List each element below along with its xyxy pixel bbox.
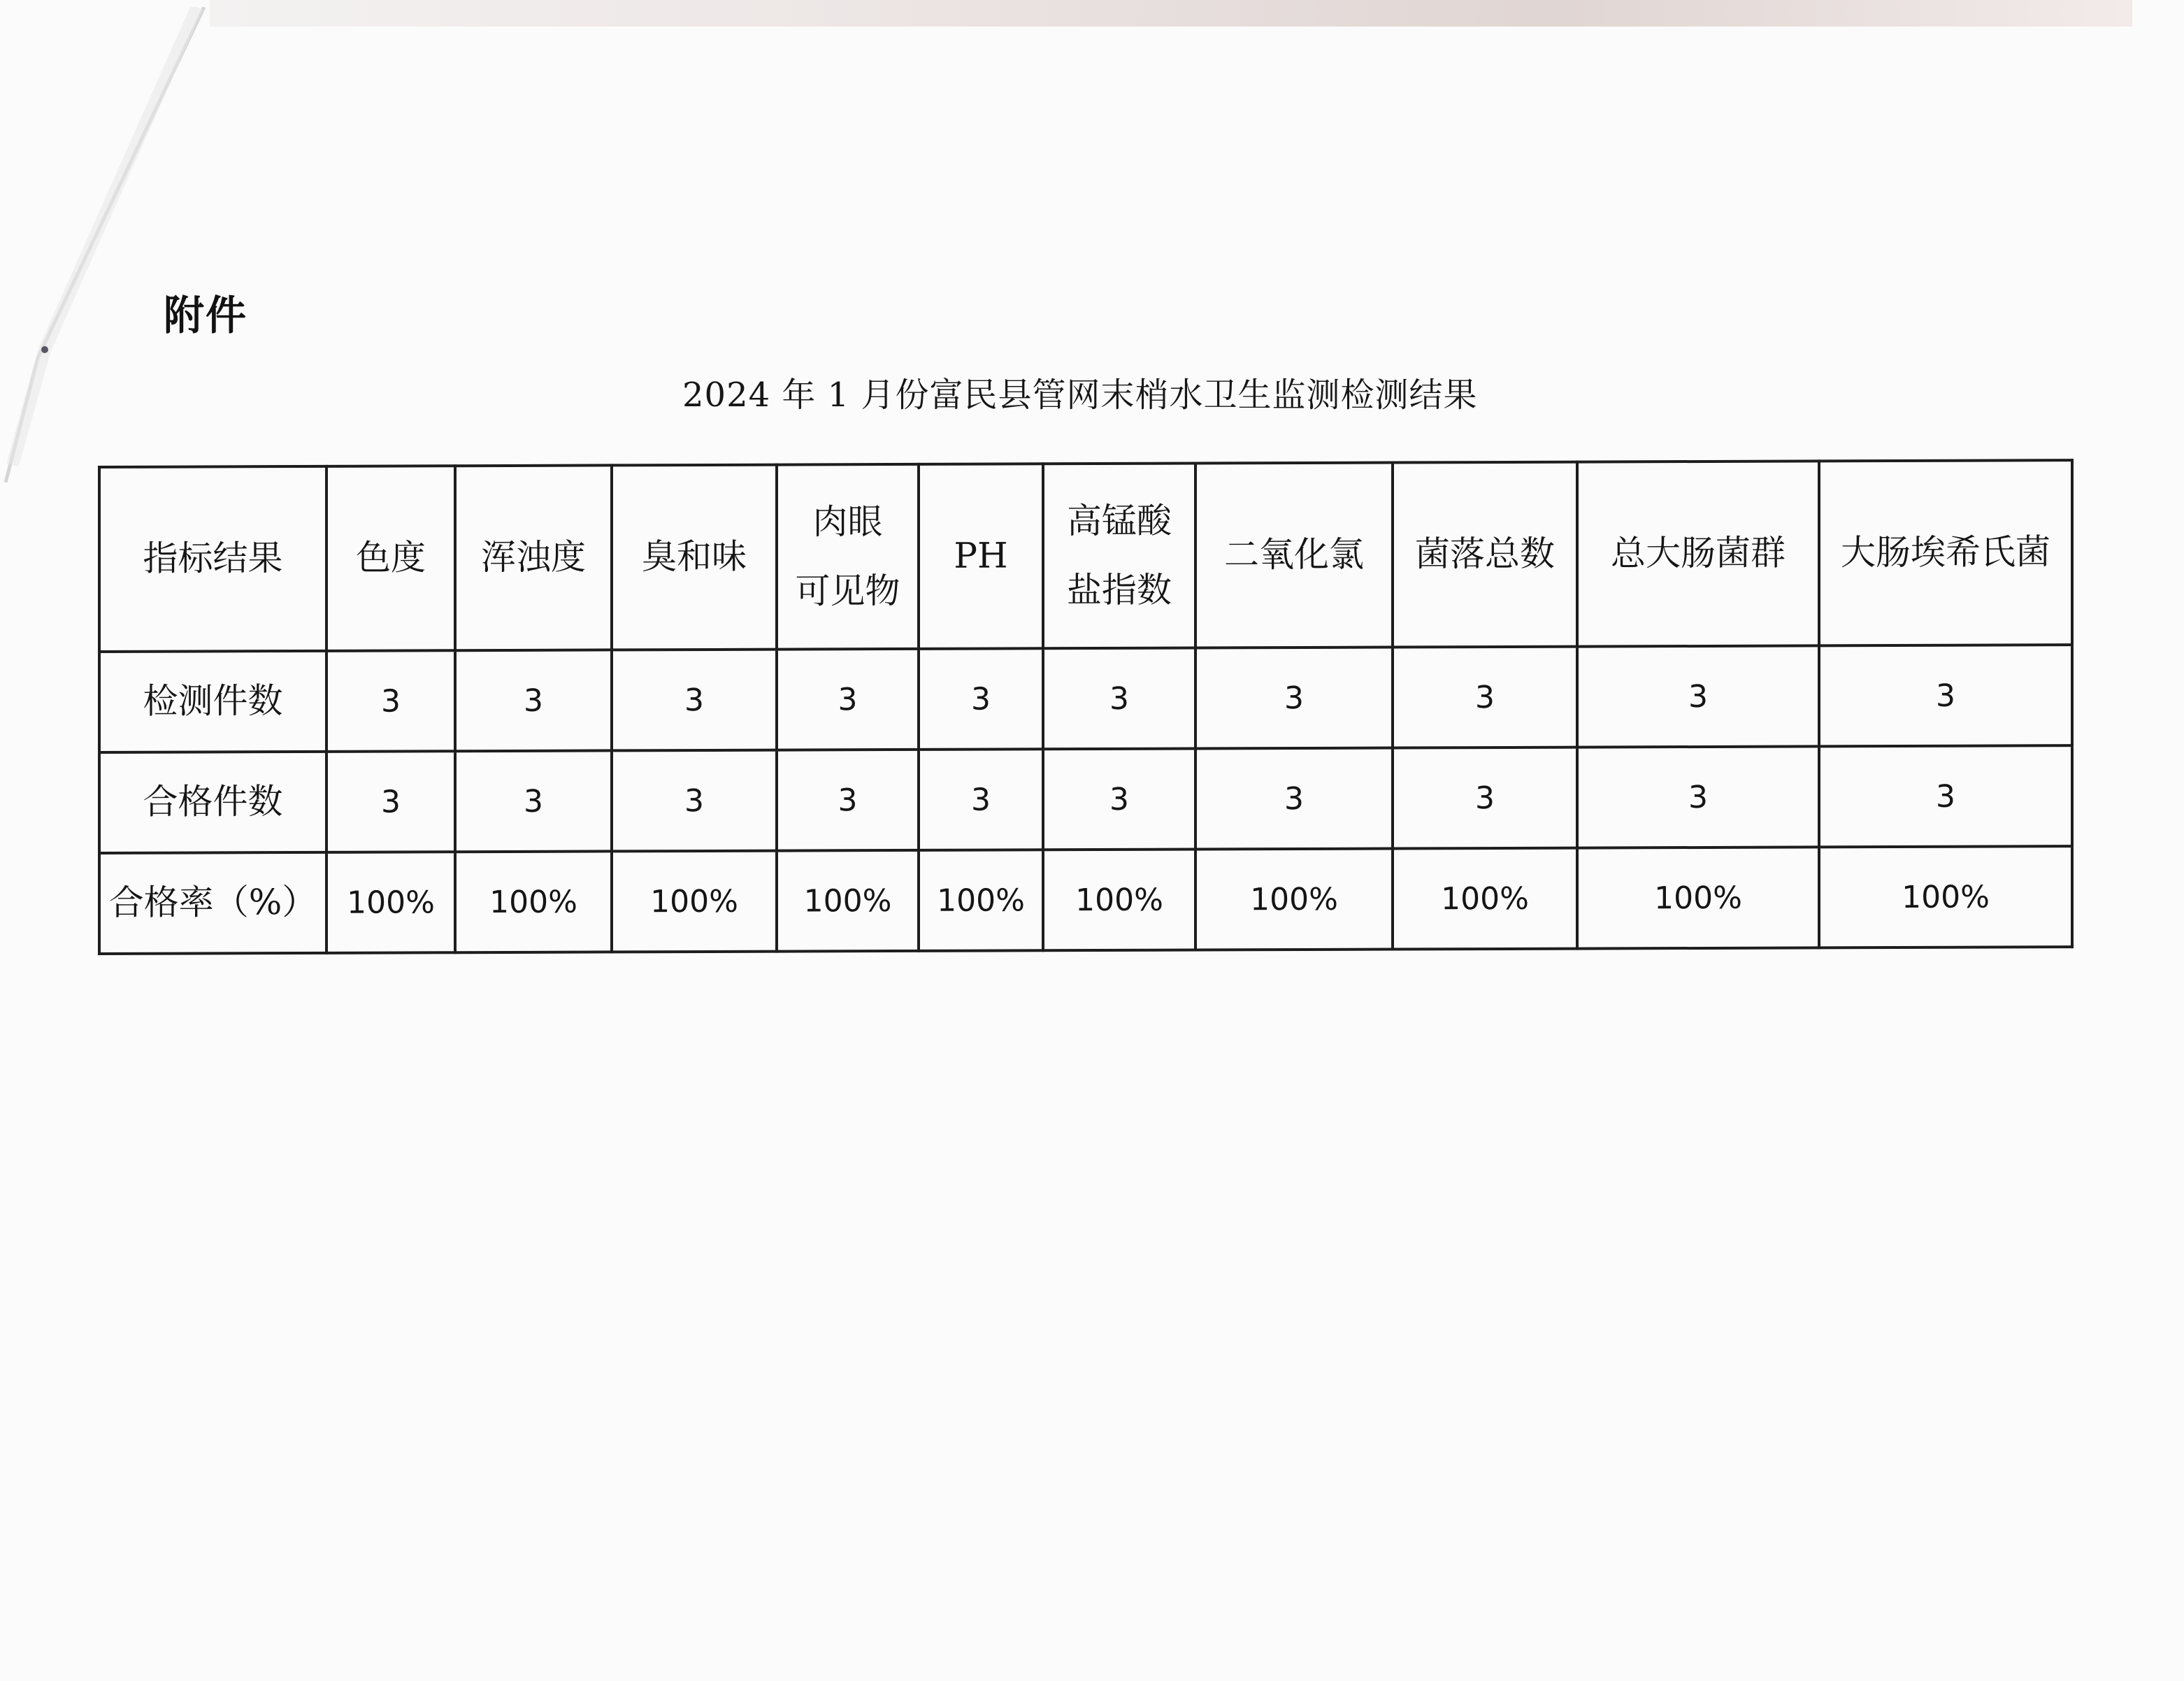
column-header-odor-taste: 臭和味 [612, 465, 777, 650]
table-cell: 3 [1043, 749, 1195, 850]
table-cell: 3 [455, 750, 612, 852]
table-row-pass-rate [99, 846, 2072, 954]
column-header-total-coliforms: 总大肠菌群 [1577, 461, 1819, 646]
column-header-turbidity: 浑浊度 [455, 465, 612, 650]
table-cell: 3 [1195, 648, 1393, 749]
column-header-total-colonies: 菌落总数 [1393, 462, 1577, 648]
header-row [99, 460, 2072, 652]
attachment-label: 附件 [164, 292, 248, 339]
table-cell: 3 [1195, 748, 1393, 850]
column-header-e-coli: 大肠埃希氏菌 [1819, 460, 2072, 645]
table-cell: 3 [326, 751, 455, 852]
table-row-tested-count [99, 645, 2072, 752]
corner-header-cell: 指标结果 [99, 466, 326, 652]
table-cell: 3 [1577, 746, 1819, 847]
permanganate-index-header-label [1067, 475, 1172, 637]
document-title: 2024 年 1 月份富民县管网末梢水卫生监测检测结果 [682, 375, 1478, 415]
table-cell: 3 [1393, 647, 1577, 748]
permanganate-index-header-line-1: 高锰酸 [1067, 500, 1172, 541]
table-cell: 3 [1819, 645, 2072, 746]
table-cell: 3 [612, 750, 777, 852]
column-header-ph: PH [919, 464, 1043, 649]
visible-matter-header-label [796, 475, 900, 638]
paper-top-strip [210, 0, 2132, 27]
table-cell: 100% [1043, 850, 1195, 951]
table-cell: 3 [326, 650, 455, 752]
table-row-qualified-count [99, 745, 2072, 853]
water-monitoring-results-table [98, 459, 2074, 955]
column-header-chlorine-dioxide: 二氧化氯 [1195, 463, 1393, 648]
visible-matter-header-line-2: 可见物 [795, 570, 900, 612]
table-cell: 100% [455, 851, 612, 952]
row-header-tested-count: 检测件数 [99, 651, 326, 752]
column-header-visible-matter [777, 464, 919, 650]
table-cell: 3 [777, 649, 919, 750]
column-header-permanganate-index [1043, 464, 1195, 649]
table-cell: 3 [455, 650, 612, 751]
table-cell: 3 [1393, 747, 1577, 849]
permanganate-index-header-line-2: 盐指数 [1067, 569, 1172, 611]
table-cell: 3 [1577, 645, 1819, 747]
table-cell: 100% [1195, 849, 1393, 950]
visible-matter-header-line-1: 肉眼 [812, 501, 883, 542]
table-cell: 100% [777, 850, 919, 952]
table-cell: 3 [1043, 648, 1195, 750]
table-cell: 100% [1819, 846, 2072, 947]
table-cell: 100% [919, 850, 1043, 951]
paper-fold-shadow [0, 7, 238, 482]
table-cell: 3 [777, 750, 919, 851]
table-cell: 3 [919, 749, 1043, 850]
table-cell: 100% [612, 851, 777, 952]
row-header-pass-rate: 合格率（%） [99, 852, 326, 954]
table-cell: 100% [326, 852, 455, 953]
table-cell: 3 [919, 648, 1043, 750]
table-cell: 3 [612, 650, 777, 751]
table-cell: 100% [1393, 848, 1577, 950]
table-cell: 100% [1577, 847, 1819, 948]
row-header-qualified-count: 合格件数 [99, 752, 326, 853]
table-cell: 3 [1819, 745, 2072, 847]
column-header-color: 色度 [326, 466, 455, 651]
